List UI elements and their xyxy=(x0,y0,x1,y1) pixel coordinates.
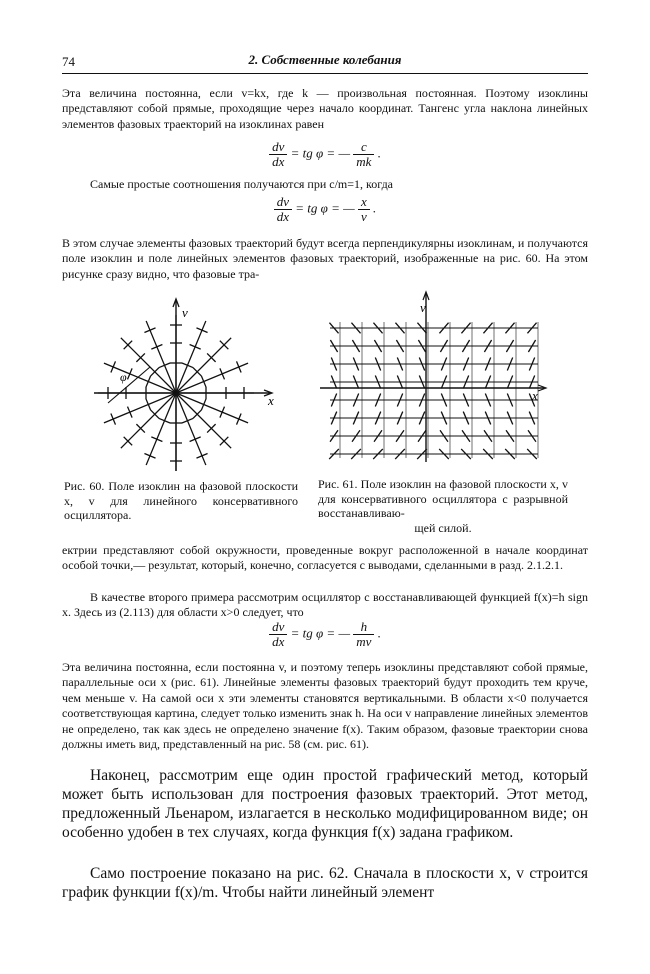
fig61-v-label: v xyxy=(420,300,426,315)
fig60-v-label: v xyxy=(182,305,188,320)
figure-60-caption: Рис. 60. Поле изоклин на фазовой плоскости x, v для линейного консервативного осциллятора. xyxy=(64,479,298,522)
paragraph-4: ектрии представляют собой окружности, проведенные вокруг расположенной в начале координат особой точки,— результат, который, конечно, согласуется с выводами, сделанными в разд. 2.1.2.1. xyxy=(62,543,588,573)
figure-61-caption: Рис. 61. Поле изоклин на фазовой плоскости x, v для консервативного осциллятора с разрывной восстанавливаю- щей силой. xyxy=(318,477,568,535)
figure-61-isoclines xyxy=(316,290,556,466)
formula-2: $\frac{dv}{dx}$ = tg φ = — $\frac{x}{v}$ . xyxy=(0,195,650,224)
page-header xyxy=(62,50,588,72)
paragraph-8: Само построение показано на рис. 62. Сначала в плоскости x, v строится график функции f(x)/m. Чтобы найти линейный элемент xyxy=(62,865,588,901)
paragraph-3: В этом случае элементы фазовых траекторий будут всегда перпендикулярны изоклинам, и получаются поле изоклин и поле линейных элементов фазовых траекторий, изображенные на рис. 60. На этом рисунке сразу видно, что фазовые тра- xyxy=(62,236,588,281)
paragraph-7: Наконец, рассмотрим еще один простой графический метод, который может быть использован для построения фазовых траекторий. Этот метод, предложенный Льенаром, излагается в несколько модифицированном виде; он особенно удобен в тех случаях, когда функция f(x) задана графиком. xyxy=(62,767,588,841)
page-number: 74 xyxy=(62,54,75,69)
fig61-x-label: x xyxy=(532,388,538,403)
fig60-isocline xyxy=(176,393,231,448)
header-rule xyxy=(62,73,588,74)
fig60-angle-label: φ xyxy=(120,370,127,384)
fig60-angle-ray xyxy=(108,367,150,403)
fig60-isocline xyxy=(121,393,176,448)
paragraph-5: В качестве второго примера рассмотрим осциллятор с восстанавливающей функцией f(x)=h sign x. Здесь из (2.113) для области x>0 следует, что xyxy=(62,590,588,620)
paragraph-6: Эта величина постоянна, если постоянна v, и поэтому теперь изоклины представляют собой прямые, параллельные оси x (рис. 61). Линейные элементы фазовых траекторий будут проходить тем круче, чем меньше v. На самой оси x эти элементы становятся вертикальными. В области x<0 получается соответствующая картина, следует только изменить знак h. На оси v направление линейных элементов не определено, так как здесь не определено значение f(x). Таким образом, фазовые траектории снова должны иметь вид, представленный на рис. 58 (см. рис. 61). xyxy=(62,660,589,752)
fig60-isocline xyxy=(176,338,231,393)
figure-60-isoclines xyxy=(90,295,280,475)
running-title: 2. Собственные колебания xyxy=(248,52,402,67)
paragraph-2: Самые простые соотношения получаются при c/m=1, когда xyxy=(90,177,393,191)
paragraph-1: Эта величина постоянна, если v=kx, где k — произвольная постоянная. Поэтому изоклины представляют собой прямые, проходящие через начало координат. Тангенс угла наклона линейных элементов фазовых траекторий на изоклинах равен xyxy=(62,86,588,131)
formula-1: $\frac{dv}{dx}$ = tg φ = — $\frac{c}{mk}$ . xyxy=(0,140,650,169)
fig60-x-label: x xyxy=(268,393,274,408)
formula-3: $\frac{dv}{dx}$ = tg φ = — $\frac{h}{mv}$ . xyxy=(0,620,650,649)
